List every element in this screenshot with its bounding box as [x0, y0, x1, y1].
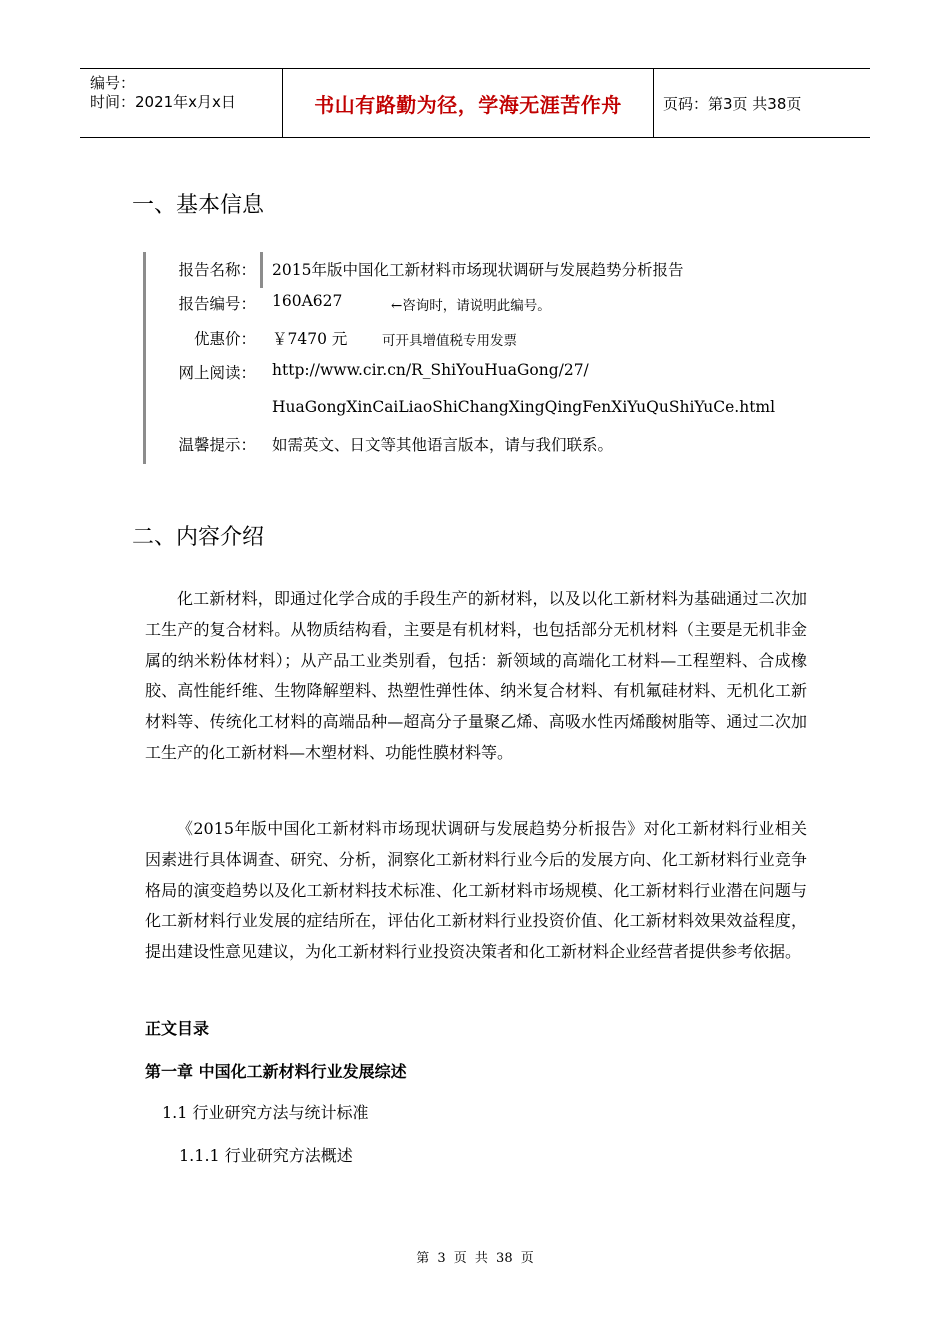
toc-chapter-1[interactable]: 第一章 中国化工新材料行业发展综述 — [145, 1062, 407, 1081]
toc-item-1-1-1[interactable]: 1.1.1 行业研究方法概述 — [179, 1146, 353, 1165]
toc-heading: 正文目录 — [145, 1019, 210, 1038]
info-url-line2[interactable]: HuaGongXinCaiLiaoShiChangXingQingFenXiYuQuShiYuCe.html — [272, 398, 776, 416]
section-basic-info-title: 一、基本信息 — [132, 193, 265, 218]
intro-paragraph-2: 《2015年版中国化工新材料市场现状调研与发展趋势分析报告》对化工新材料行业相关因素进行具体调查、研究、分析，洞察化工新材料行业今后的发展方向、化工新材料行业竞争格局的演变趋势以及化工新材料技术标准、化工新材料市场规模、化工新材料行业潜在问题与化工新材料行业发展的症结所在，评估化工新材料行业投资价值、化工新材料效果效益程度，提出建设性意见建议，为化工新材料行业投资决策者和化工新材料企业经营者提供参考依据。 — [145, 819, 807, 962]
info-code-note: ←咨询时，请说明此编号。 — [391, 298, 551, 314]
info-price-label: 优惠价： — [193, 330, 256, 348]
info-name-label: 报告名称： — [178, 261, 256, 279]
header-motto-cell — [282, 69, 654, 137]
info-price-value: ￥7470 元 — [272, 330, 348, 348]
info-tip-value: 如需英文、日文等其他语言版本，请与我们联系。 — [272, 436, 614, 454]
info-name-value: 2015年版中国化工新材料市场现状调研与发展趋势分析报告 — [272, 261, 684, 279]
header-page-cell — [653, 69, 870, 137]
info-url-line1[interactable]: http://www.cir.cn/R_ShiYouHuaGong/27/ — [272, 361, 589, 379]
info-separator-bar — [260, 252, 263, 288]
basic-info-block — [143, 252, 786, 464]
header-page-info: 页码：第3页 共38页 — [663, 94, 802, 113]
header-meta-cell — [80, 69, 282, 137]
info-price-note: 可开具增值税专用发票 — [382, 333, 517, 349]
header-number-label: 编号： — [90, 74, 136, 92]
info-url-label: 网上阅读： — [178, 364, 256, 382]
page-header — [80, 68, 870, 138]
header-date: 时间：2021年x月x日 — [90, 93, 236, 111]
info-code-value: 160A627 — [272, 292, 343, 310]
page-footer: 第 3 页 共 38 页 — [416, 1251, 534, 1266]
header-motto: 书山有路勤为径，学海无涯苦作舟 — [314, 92, 622, 117]
info-tip-label: 温馨提示： — [178, 436, 256, 454]
toc-item-1-1[interactable]: 1.1 行业研究方法与统计标准 — [162, 1103, 369, 1122]
info-code-label: 报告编号： — [178, 295, 256, 313]
section-content-title: 二、内容介绍 — [132, 525, 265, 550]
intro-paragraph-1: 化工新材料，即通过化学合成的手段生产的新材料，以及以化工新材料为基础通过二次加工生产的复合材料。从物质结构看，主要是有机材料，也包括部分无机材料（主要是无机非金属的纳米粉体材料）；从产品工业类别看，包括：新领域的高端化工材料—工程塑料、合成橡胶、高性能纤维、生物降解塑料、热塑性弹性体、纳米复合材料、有机氟硅材料、无机化工新材料等、传统化工材料的高端品种—超高分子量聚乙烯、高吸水性丙烯酸树脂等、通过二次加工生产的化工新材料—木塑材料、功能性膜材料等。 — [145, 589, 807, 762]
